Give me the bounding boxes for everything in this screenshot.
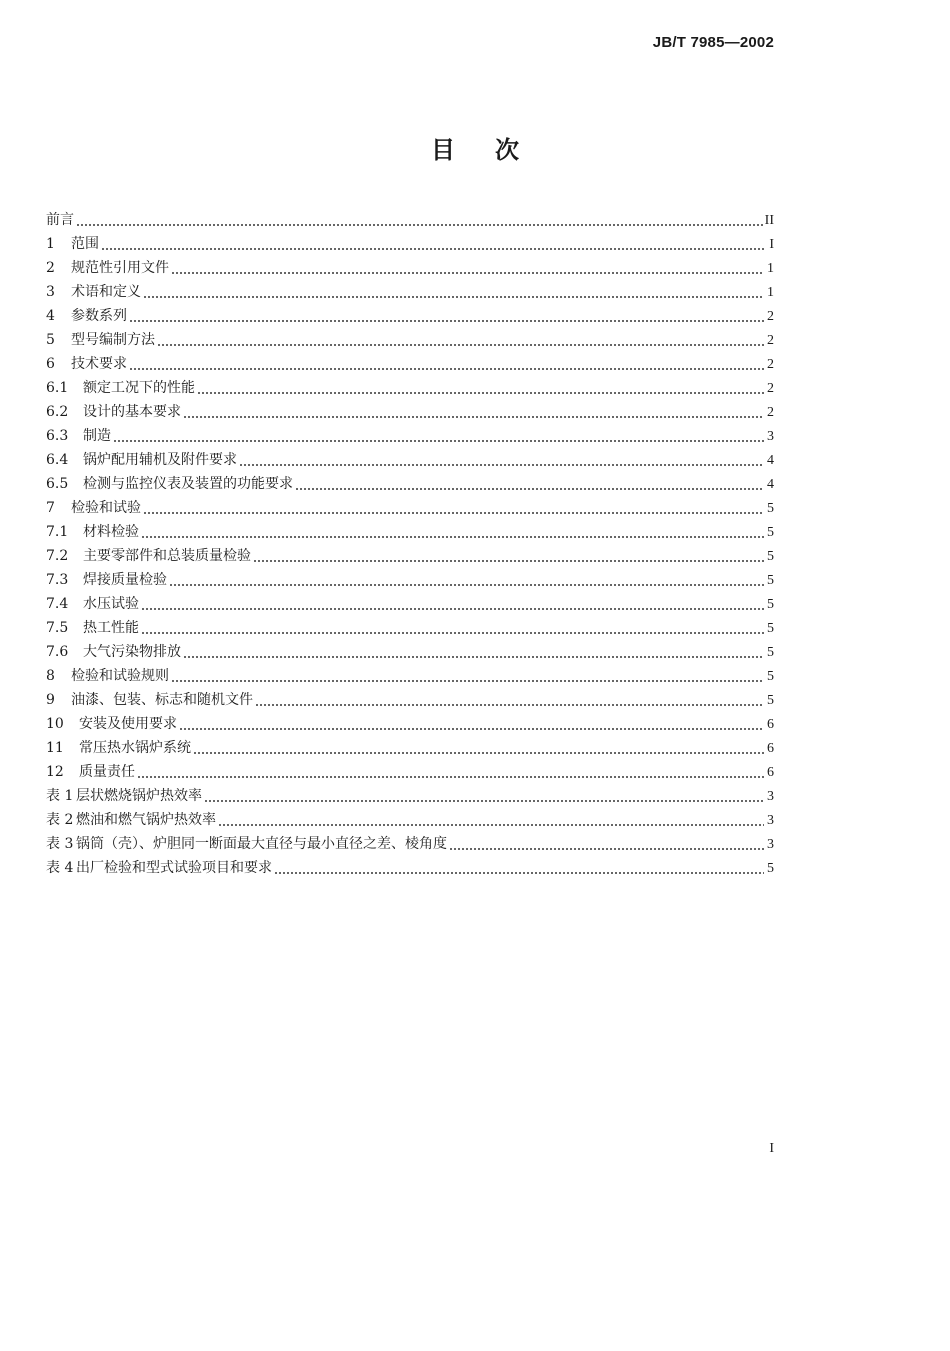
toc-entry-title: 材料检验 (83, 524, 139, 540)
toc-entry[interactable] (46, 640, 774, 664)
dot-leader (197, 392, 764, 394)
toc-entry[interactable] (46, 544, 774, 568)
toc-entry-page: 2 (767, 309, 774, 324)
toc-entry[interactable] (46, 472, 774, 496)
toc-entry[interactable] (46, 856, 774, 880)
toc-entry-page: 2 (767, 405, 774, 420)
toc-entry[interactable] (46, 424, 774, 448)
toc-entry-page: 5 (767, 861, 774, 876)
toc-entry[interactable] (46, 592, 774, 616)
toc-entry-title: 锅筒（壳）、炉胆同一断面最大直径与最小直径之差、棱角度 (76, 836, 447, 852)
page-title: 目次 (431, 136, 559, 164)
toc-entry-number: 7.3 (46, 572, 69, 588)
toc-entry-number: 6 (46, 356, 55, 372)
dot-leader (141, 632, 764, 634)
toc-entry[interactable] (46, 256, 774, 280)
toc-entry-title: 热工性能 (83, 620, 139, 636)
toc-entry-title: 安装及使用要求 (79, 716, 177, 732)
toc-entry-page: 6 (767, 765, 774, 780)
toc-entry-title: 范围 (71, 236, 99, 252)
toc-entry[interactable] (46, 328, 774, 352)
toc-entry-page: 2 (767, 357, 774, 372)
toc-entry-page: 1 (767, 285, 774, 300)
toc-entry-title: 制造 (83, 428, 111, 444)
toc-entry-title: 参数系列 (71, 308, 127, 324)
toc-entry[interactable] (46, 232, 774, 256)
dot-leader (255, 704, 764, 706)
toc-entry-title: 型号编制方法 (71, 332, 155, 348)
toc-entry[interactable] (46, 352, 774, 376)
toc-entry-number: 7.5 (46, 620, 69, 636)
dot-leader (183, 416, 764, 418)
toc-entry[interactable] (46, 208, 774, 232)
toc-entry-number: 表 4 (46, 860, 74, 876)
toc-entry-page: 3 (767, 837, 774, 852)
toc-entry[interactable] (46, 712, 774, 736)
dot-leader (218, 824, 764, 826)
dot-leader (141, 608, 764, 610)
toc-entry-number: 表 1 (46, 788, 74, 804)
toc-entry-page: 5 (767, 597, 774, 612)
toc-entry-title: 设计的基本要求 (83, 404, 181, 420)
toc-entry[interactable] (46, 376, 774, 400)
toc-entry-number: 6.1 (46, 380, 69, 396)
dot-leader (204, 800, 764, 802)
page-number: I (769, 1141, 774, 1156)
toc-entry[interactable] (46, 736, 774, 760)
toc-entry-title: 燃油和燃气锅炉热效率 (76, 812, 216, 828)
toc-entry-number: 10 (46, 716, 64, 732)
toc-entry-number: 9 (46, 692, 55, 708)
toc-entry-number: 11 (46, 740, 64, 756)
dot-leader (76, 224, 763, 226)
toc-entry-number: 6.4 (46, 452, 69, 468)
toc-entry[interactable] (46, 520, 774, 544)
dot-leader (143, 512, 764, 514)
dot-leader (143, 296, 764, 298)
toc-entry-title: 术语和定义 (71, 284, 141, 300)
toc-entry-title: 技术要求 (71, 356, 127, 372)
toc-entry-title: 水压试验 (83, 596, 139, 612)
standard-code: JB/T 7985—2002 (652, 34, 774, 51)
toc-entry[interactable] (46, 616, 774, 640)
toc-entry-number: 2 (46, 260, 55, 276)
toc-entry-title: 前言 (46, 212, 74, 228)
dot-leader (169, 584, 764, 586)
toc-entry[interactable] (46, 784, 774, 808)
toc-entry-page: 5 (767, 525, 774, 540)
toc-entry[interactable] (46, 280, 774, 304)
toc-entry-page: 2 (767, 381, 774, 396)
toc-entry-page: II (764, 213, 774, 228)
toc-entry-page: 3 (767, 813, 774, 828)
toc-entry[interactable] (46, 496, 774, 520)
toc-entry-page: 5 (767, 693, 774, 708)
toc-entry-title: 出厂检验和型式试验项目和要求 (76, 860, 272, 876)
toc-entry-page: 5 (767, 573, 774, 588)
toc-entry[interactable] (46, 568, 774, 592)
toc-entry-number: 5 (46, 332, 55, 348)
toc-entry-page: 5 (767, 549, 774, 564)
toc-entry-number: 表 3 (46, 836, 74, 852)
toc-entry[interactable] (46, 688, 774, 712)
toc-entry[interactable] (46, 304, 774, 328)
toc-entry-page: 4 (767, 453, 774, 468)
toc-entry-title: 检验和试验 (71, 500, 141, 516)
dot-leader (253, 560, 764, 562)
toc-entry-title: 焊接质量检验 (83, 572, 167, 588)
dot-leader (171, 272, 764, 274)
toc-entry-page: 5 (767, 621, 774, 636)
dot-leader (295, 488, 764, 490)
toc-entry-number: 6.2 (46, 404, 69, 420)
toc-entry[interactable] (46, 760, 774, 784)
toc-entry-title: 主要零部件和总装质量检验 (83, 548, 251, 564)
toc-entry-number: 6.3 (46, 428, 69, 444)
toc-entry-title: 检测与监控仪表及装置的功能要求 (83, 476, 293, 492)
toc-entry[interactable] (46, 664, 774, 688)
toc-entry-page: 5 (767, 501, 774, 516)
dot-leader (193, 752, 764, 754)
toc-entry-title: 大气污染物排放 (83, 644, 181, 660)
toc-entry-page: 5 (767, 669, 774, 684)
dot-leader (239, 464, 764, 466)
toc-entry-title: 规范性引用文件 (71, 260, 169, 276)
toc-entry[interactable] (46, 832, 774, 856)
toc-entry-number: 3 (46, 284, 55, 300)
toc-entry-number: 7.2 (46, 548, 69, 564)
toc-entry-title: 锅炉配用辅机及附件要求 (83, 452, 237, 468)
toc-entry-number: 7 (46, 500, 55, 516)
toc-entry-number: 7.1 (46, 524, 69, 540)
dot-leader (137, 776, 764, 778)
table-of-contents (46, 208, 774, 880)
toc-entry[interactable] (46, 400, 774, 424)
toc-entry-page: 2 (767, 333, 774, 348)
dot-leader (101, 248, 764, 250)
toc-entry-page: 6 (767, 717, 774, 732)
dot-leader (179, 728, 764, 730)
toc-entry-number: 8 (46, 668, 55, 684)
toc-entry-page: 1 (767, 261, 774, 276)
toc-entry-title: 额定工况下的性能 (83, 380, 195, 396)
toc-entry-page: 3 (767, 789, 774, 804)
toc-entry-number: 4 (46, 308, 55, 324)
toc-entry-title: 检验和试验规则 (71, 668, 169, 684)
toc-entry-page: 5 (767, 645, 774, 660)
dot-leader (183, 656, 764, 658)
dot-leader (274, 872, 764, 874)
toc-entry-number: 7.6 (46, 644, 69, 660)
toc-entry-title: 常压热水锅炉系统 (79, 740, 191, 756)
toc-entry-number: 12 (46, 764, 64, 780)
toc-entry-number: 表 2 (46, 812, 74, 828)
toc-entry-page: 4 (767, 477, 774, 492)
dot-leader (171, 680, 764, 682)
toc-entry-title: 质量责任 (79, 764, 135, 780)
toc-entry-title: 层状燃烧锅炉热效率 (76, 788, 202, 804)
dot-leader (141, 536, 764, 538)
dot-leader (157, 344, 764, 346)
toc-entry[interactable] (46, 448, 774, 472)
toc-entry-title: 油漆、包装、标志和随机文件 (71, 692, 253, 708)
toc-entry-page: I (769, 237, 774, 252)
toc-entry[interactable] (46, 808, 774, 832)
dot-leader (113, 440, 764, 442)
dot-leader (129, 320, 764, 322)
toc-entry-number: 1 (46, 236, 55, 252)
toc-entry-number: 7.4 (46, 596, 69, 612)
dot-leader (449, 848, 764, 850)
toc-entry-page: 3 (767, 429, 774, 444)
dot-leader (129, 368, 764, 370)
toc-entry-page: 6 (767, 741, 774, 756)
toc-entry-number: 6.5 (46, 476, 69, 492)
